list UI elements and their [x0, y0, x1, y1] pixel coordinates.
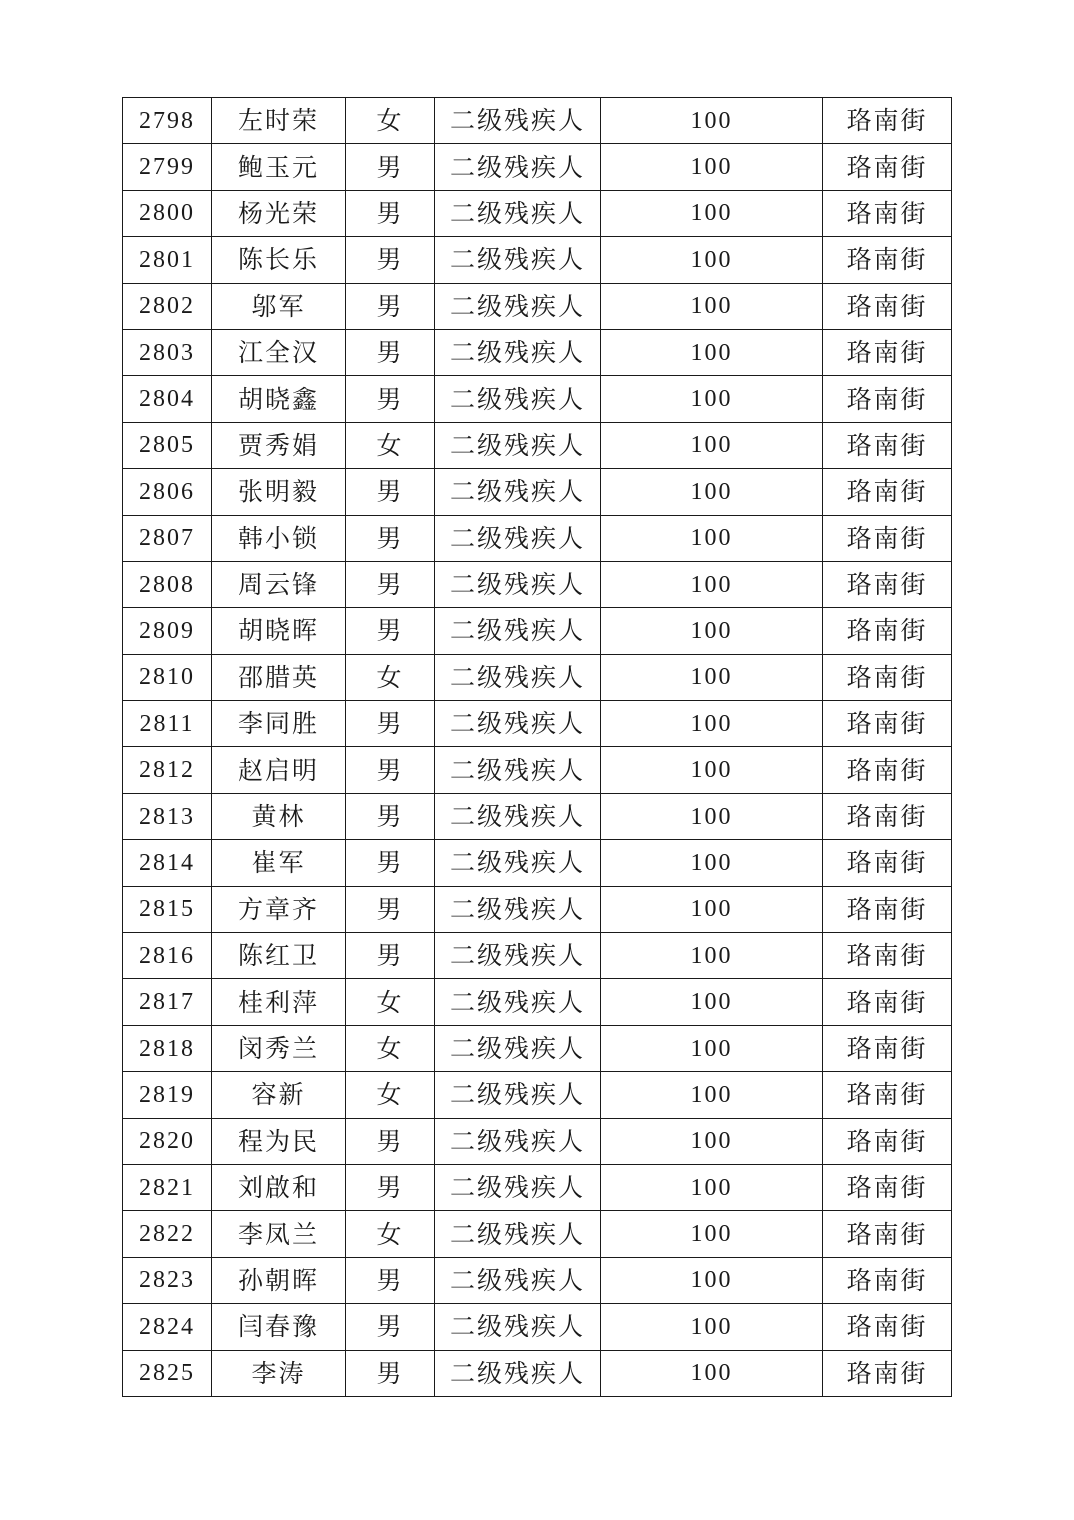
category-cell: 二级残疾人: [435, 1025, 601, 1071]
name-cell: 崔军: [212, 840, 346, 886]
table-row: [123, 933, 952, 979]
name-cell: 闫春豫: [212, 1304, 346, 1350]
amount-cell: 100: [601, 933, 823, 979]
name-cell: 刘啟和: [212, 1164, 346, 1210]
table-row: [123, 793, 952, 839]
street-cell: 珞南街: [823, 329, 952, 375]
gender-cell: 男: [346, 190, 435, 236]
table-row: [123, 1350, 952, 1396]
gender-cell: 男: [346, 1164, 435, 1210]
serial-number-cell: 2813: [123, 793, 212, 839]
amount-cell: 100: [601, 283, 823, 329]
table-row: [123, 1257, 952, 1303]
name-cell: 胡晓晖: [212, 608, 346, 654]
beneficiary-table: [122, 97, 952, 1397]
serial-number-cell: 2820: [123, 1118, 212, 1164]
category-cell: 二级残疾人: [435, 933, 601, 979]
category-cell: 二级残疾人: [435, 1211, 601, 1257]
table-row: [123, 701, 952, 747]
category-cell: 二级残疾人: [435, 840, 601, 886]
category-cell: 二级残疾人: [435, 190, 601, 236]
street-cell: 珞南街: [823, 1072, 952, 1118]
amount-cell: 100: [601, 1211, 823, 1257]
gender-cell: 男: [346, 144, 435, 190]
street-cell: 珞南街: [823, 469, 952, 515]
serial-number-cell: 2800: [123, 190, 212, 236]
gender-cell: 男: [346, 701, 435, 747]
category-cell: 二级残疾人: [435, 886, 601, 932]
gender-cell: 男: [346, 283, 435, 329]
amount-cell: 100: [601, 701, 823, 747]
serial-number-cell: 2809: [123, 608, 212, 654]
street-cell: 珞南街: [823, 747, 952, 793]
street-cell: 珞南街: [823, 1257, 952, 1303]
table-row: [123, 654, 952, 700]
name-cell: 杨光荣: [212, 190, 346, 236]
gender-cell: 男: [346, 329, 435, 375]
category-cell: 二级残疾人: [435, 1072, 601, 1118]
table-row: [123, 747, 952, 793]
amount-cell: 100: [601, 1072, 823, 1118]
name-cell: 周云锋: [212, 561, 346, 607]
name-cell: 鲍玉元: [212, 144, 346, 190]
category-cell: 二级残疾人: [435, 1257, 601, 1303]
gender-cell: 女: [346, 98, 435, 144]
table-row: [123, 1211, 952, 1257]
serial-number-cell: 2824: [123, 1304, 212, 1350]
serial-number-cell: 2801: [123, 237, 212, 283]
table-row: [123, 1072, 952, 1118]
gender-cell: 女: [346, 979, 435, 1025]
street-cell: 珞南街: [823, 190, 952, 236]
name-cell: 方章齐: [212, 886, 346, 932]
table-row: [123, 190, 952, 236]
table-row: [123, 1025, 952, 1071]
gender-cell: 女: [346, 654, 435, 700]
name-cell: 胡晓鑫: [212, 376, 346, 422]
gender-cell: 男: [346, 469, 435, 515]
serial-number-cell: 2812: [123, 747, 212, 793]
name-cell: 闵秀兰: [212, 1025, 346, 1071]
street-cell: 珞南街: [823, 654, 952, 700]
category-cell: 二级残疾人: [435, 422, 601, 468]
category-cell: 二级残疾人: [435, 1304, 601, 1350]
serial-number-cell: 2817: [123, 979, 212, 1025]
street-cell: 珞南街: [823, 979, 952, 1025]
gender-cell: 女: [346, 1025, 435, 1071]
serial-number-cell: 2818: [123, 1025, 212, 1071]
table-row: [123, 1118, 952, 1164]
amount-cell: 100: [601, 237, 823, 283]
gender-cell: 男: [346, 1304, 435, 1350]
serial-number-cell: 2805: [123, 422, 212, 468]
category-cell: 二级残疾人: [435, 1164, 601, 1210]
street-cell: 珞南街: [823, 1350, 952, 1396]
category-cell: 二级残疾人: [435, 654, 601, 700]
table-row: [123, 515, 952, 561]
serial-number-cell: 2816: [123, 933, 212, 979]
name-cell: 容新: [212, 1072, 346, 1118]
street-cell: 珞南街: [823, 1025, 952, 1071]
street-cell: 珞南街: [823, 933, 952, 979]
table-row: [123, 561, 952, 607]
name-cell: 江全汉: [212, 329, 346, 375]
street-cell: 珞南街: [823, 886, 952, 932]
serial-number-cell: 2802: [123, 283, 212, 329]
category-cell: 二级残疾人: [435, 515, 601, 561]
table-row: [123, 144, 952, 190]
gender-cell: 男: [346, 933, 435, 979]
amount-cell: 100: [601, 608, 823, 654]
name-cell: 陈长乐: [212, 237, 346, 283]
street-cell: 珞南街: [823, 422, 952, 468]
serial-number-cell: 2803: [123, 329, 212, 375]
serial-number-cell: 2819: [123, 1072, 212, 1118]
amount-cell: 100: [601, 979, 823, 1025]
category-cell: 二级残疾人: [435, 561, 601, 607]
category-cell: 二级残疾人: [435, 329, 601, 375]
table-row: [123, 1164, 952, 1210]
amount-cell: 100: [601, 654, 823, 700]
street-cell: 珞南街: [823, 1118, 952, 1164]
amount-cell: 100: [601, 793, 823, 839]
category-cell: 二级残疾人: [435, 747, 601, 793]
amount-cell: 100: [601, 747, 823, 793]
gender-cell: 男: [346, 793, 435, 839]
serial-number-cell: 2814: [123, 840, 212, 886]
name-cell: 邵腊英: [212, 654, 346, 700]
gender-cell: 女: [346, 422, 435, 468]
street-cell: 珞南街: [823, 283, 952, 329]
serial-number-cell: 2822: [123, 1211, 212, 1257]
name-cell: 贾秀娟: [212, 422, 346, 468]
gender-cell: 男: [346, 1118, 435, 1164]
serial-number-cell: 2804: [123, 376, 212, 422]
amount-cell: 100: [601, 376, 823, 422]
name-cell: 陈红卫: [212, 933, 346, 979]
category-cell: 二级残疾人: [435, 793, 601, 839]
category-cell: 二级残疾人: [435, 701, 601, 747]
name-cell: 赵启明: [212, 747, 346, 793]
category-cell: 二级残疾人: [435, 1350, 601, 1396]
name-cell: 张明毅: [212, 469, 346, 515]
street-cell: 珞南街: [823, 515, 952, 561]
amount-cell: 100: [601, 515, 823, 561]
category-cell: 二级残疾人: [435, 237, 601, 283]
gender-cell: 男: [346, 237, 435, 283]
serial-number-cell: 2806: [123, 469, 212, 515]
gender-cell: 女: [346, 1072, 435, 1118]
amount-cell: 100: [601, 98, 823, 144]
amount-cell: 100: [601, 329, 823, 375]
name-cell: 李同胜: [212, 701, 346, 747]
street-cell: 珞南街: [823, 701, 952, 747]
street-cell: 珞南街: [823, 1304, 952, 1350]
gender-cell: 男: [346, 747, 435, 793]
name-cell: 邬军: [212, 283, 346, 329]
category-cell: 二级残疾人: [435, 144, 601, 190]
street-cell: 珞南街: [823, 608, 952, 654]
serial-number-cell: 2821: [123, 1164, 212, 1210]
table-row: [123, 283, 952, 329]
street-cell: 珞南街: [823, 376, 952, 422]
gender-cell: 女: [346, 1211, 435, 1257]
table-row: [123, 979, 952, 1025]
name-cell: 韩小锁: [212, 515, 346, 561]
gender-cell: 男: [346, 1350, 435, 1396]
serial-number-cell: 2798: [123, 98, 212, 144]
category-cell: 二级残疾人: [435, 98, 601, 144]
serial-number-cell: 2823: [123, 1257, 212, 1303]
name-cell: 李凤兰: [212, 1211, 346, 1257]
name-cell: 孙朝晖: [212, 1257, 346, 1303]
table-body: [123, 98, 952, 1397]
serial-number-cell: 2815: [123, 886, 212, 932]
serial-number-cell: 2825: [123, 1350, 212, 1396]
serial-number-cell: 2810: [123, 654, 212, 700]
gender-cell: 男: [346, 376, 435, 422]
table-row: [123, 840, 952, 886]
table-row: [123, 329, 952, 375]
gender-cell: 男: [346, 515, 435, 561]
gender-cell: 男: [346, 840, 435, 886]
name-cell: 黄林: [212, 793, 346, 839]
street-cell: 珞南街: [823, 237, 952, 283]
amount-cell: 100: [601, 561, 823, 607]
table-row: [123, 422, 952, 468]
table-row: [123, 886, 952, 932]
amount-cell: 100: [601, 144, 823, 190]
street-cell: 珞南街: [823, 98, 952, 144]
name-cell: 左时荣: [212, 98, 346, 144]
gender-cell: 男: [346, 561, 435, 607]
table-row: [123, 376, 952, 422]
amount-cell: 100: [601, 469, 823, 515]
name-cell: 桂利萍: [212, 979, 346, 1025]
name-cell: 程为民: [212, 1118, 346, 1164]
table-row: [123, 469, 952, 515]
street-cell: 珞南街: [823, 1164, 952, 1210]
table-row: [123, 608, 952, 654]
gender-cell: 男: [346, 1257, 435, 1303]
serial-number-cell: 2799: [123, 144, 212, 190]
amount-cell: 100: [601, 1257, 823, 1303]
table-row: [123, 98, 952, 144]
category-cell: 二级残疾人: [435, 469, 601, 515]
document-page: [122, 97, 951, 1397]
amount-cell: 100: [601, 1025, 823, 1071]
name-cell: 李涛: [212, 1350, 346, 1396]
serial-number-cell: 2808: [123, 561, 212, 607]
street-cell: 珞南街: [823, 1211, 952, 1257]
amount-cell: 100: [601, 1118, 823, 1164]
category-cell: 二级残疾人: [435, 376, 601, 422]
amount-cell: 100: [601, 422, 823, 468]
category-cell: 二级残疾人: [435, 979, 601, 1025]
amount-cell: 100: [601, 886, 823, 932]
amount-cell: 100: [601, 1304, 823, 1350]
street-cell: 珞南街: [823, 561, 952, 607]
street-cell: 珞南街: [823, 144, 952, 190]
table-row: [123, 1304, 952, 1350]
street-cell: 珞南街: [823, 793, 952, 839]
category-cell: 二级残疾人: [435, 283, 601, 329]
amount-cell: 100: [601, 190, 823, 236]
street-cell: 珞南街: [823, 840, 952, 886]
amount-cell: 100: [601, 840, 823, 886]
table-row: [123, 237, 952, 283]
category-cell: 二级残疾人: [435, 1118, 601, 1164]
category-cell: 二级残疾人: [435, 608, 601, 654]
amount-cell: 100: [601, 1164, 823, 1210]
gender-cell: 男: [346, 608, 435, 654]
amount-cell: 100: [601, 1350, 823, 1396]
gender-cell: 男: [346, 886, 435, 932]
serial-number-cell: 2811: [123, 701, 212, 747]
serial-number-cell: 2807: [123, 515, 212, 561]
